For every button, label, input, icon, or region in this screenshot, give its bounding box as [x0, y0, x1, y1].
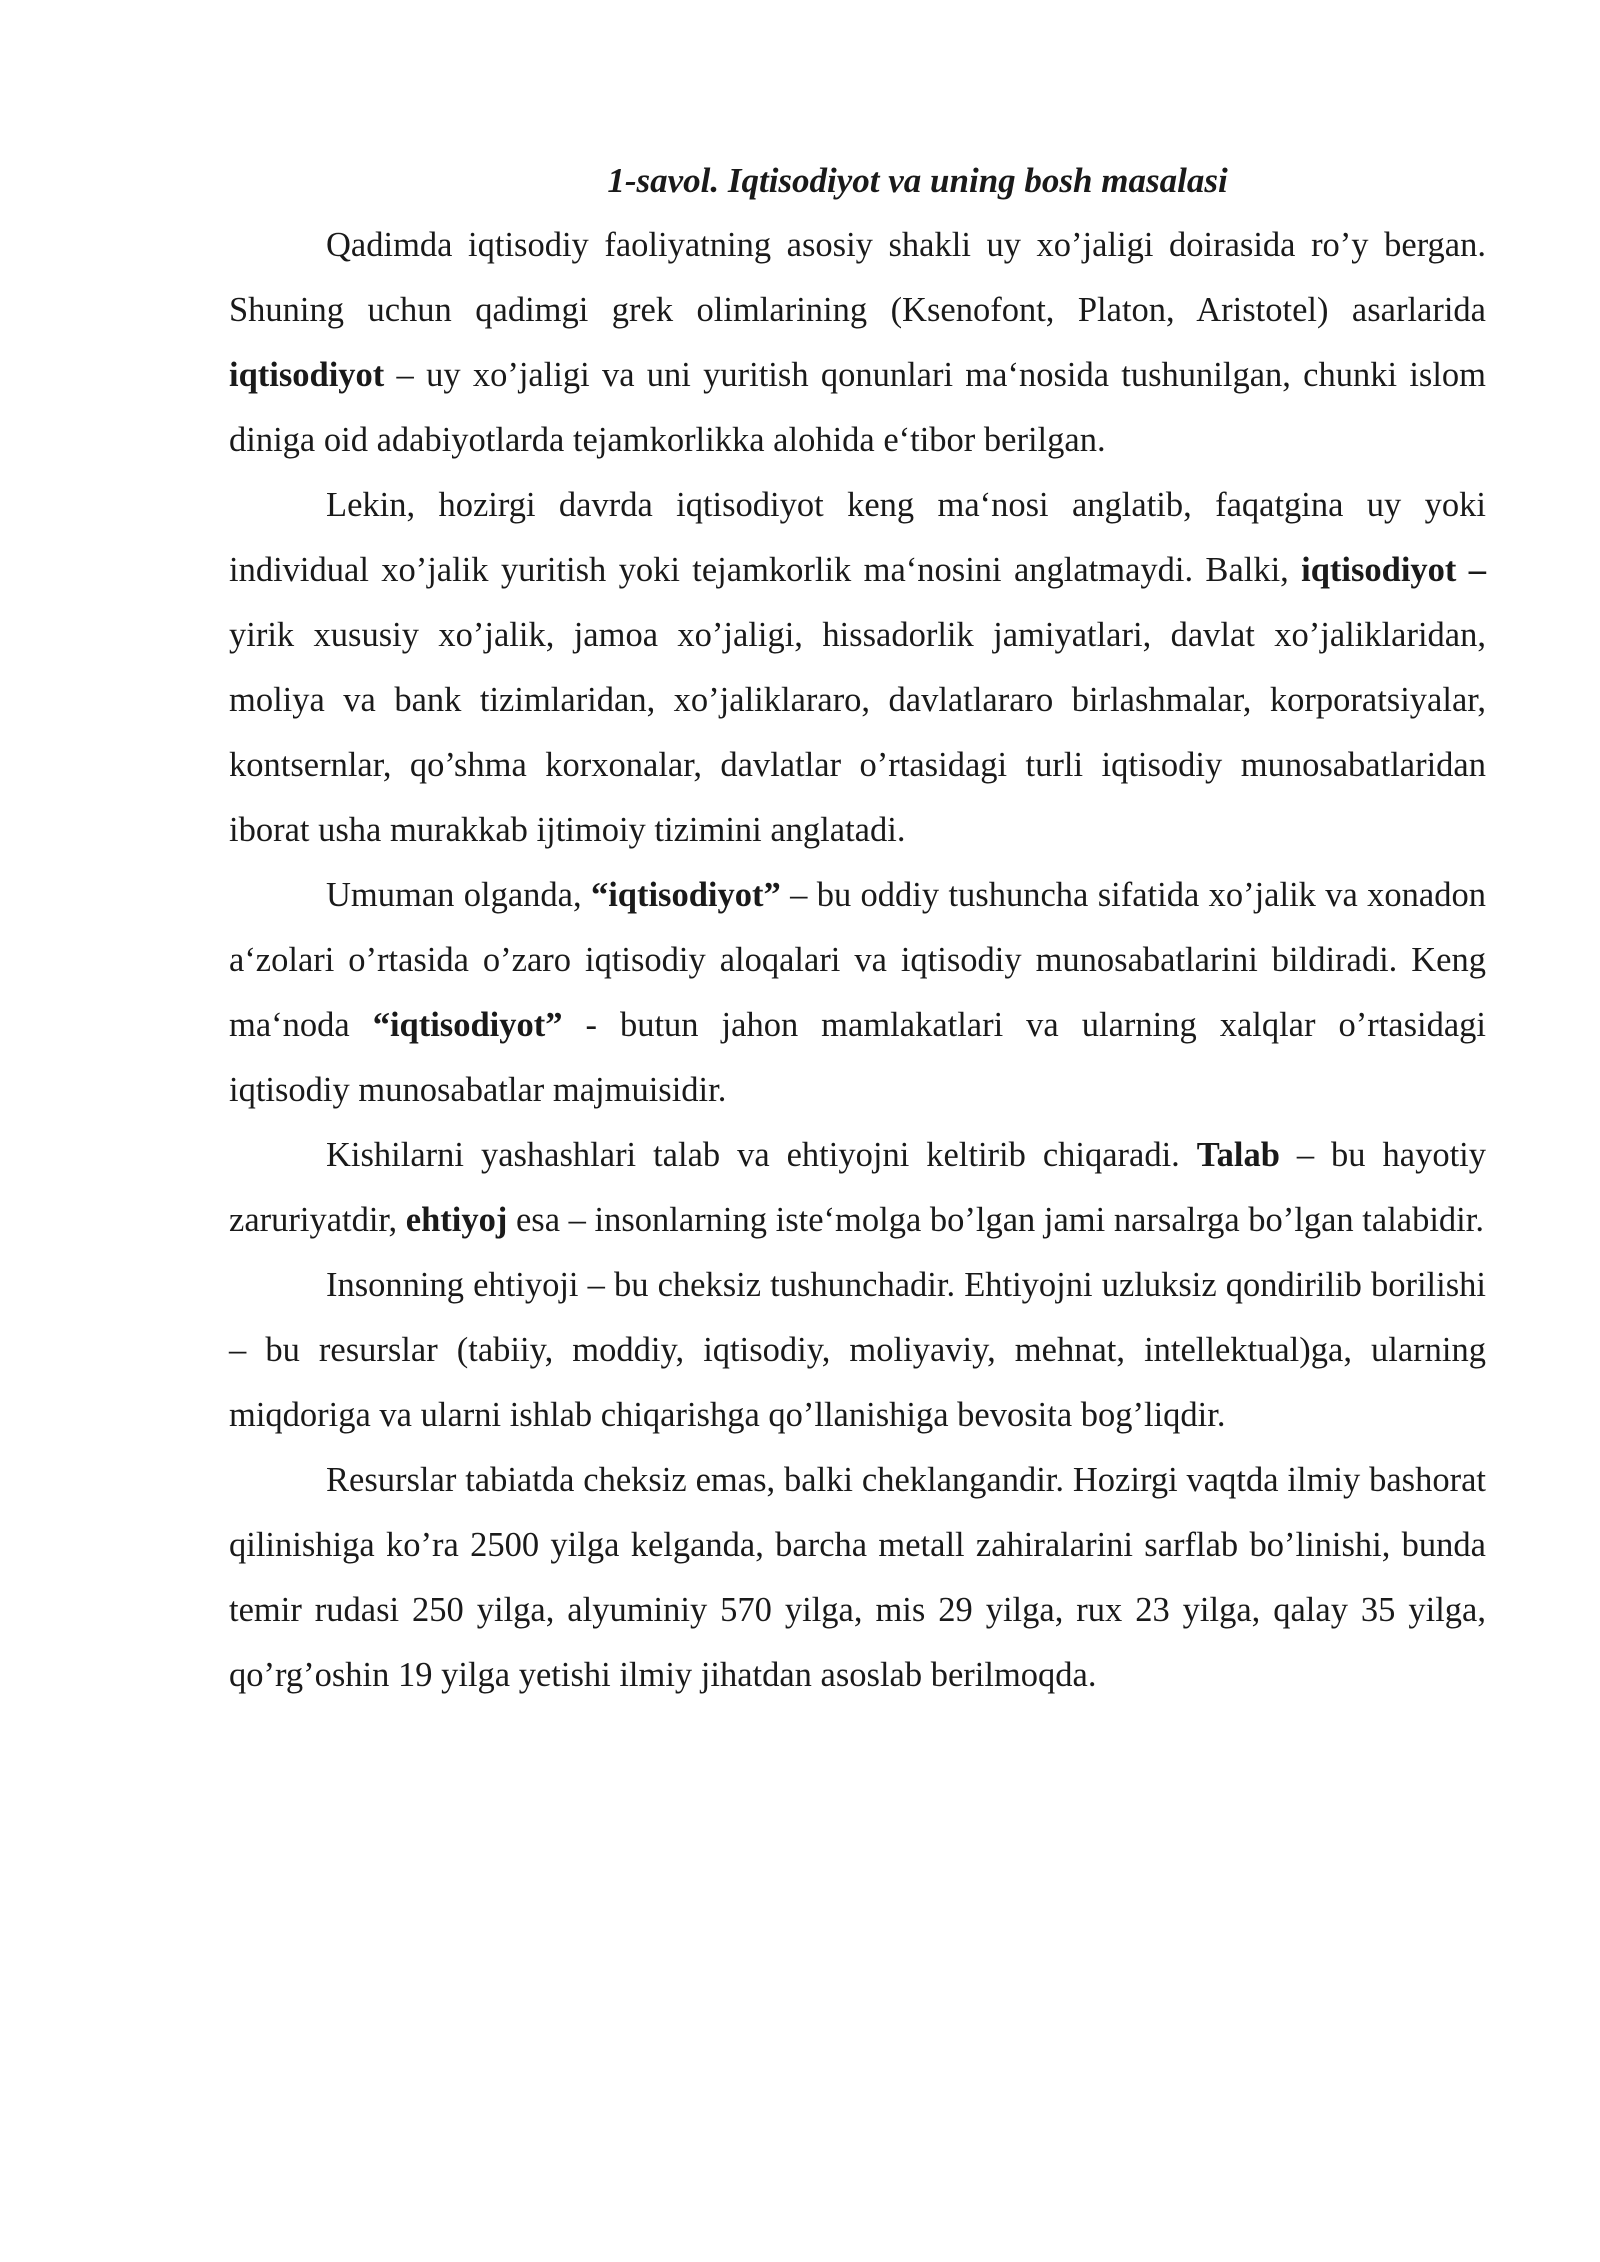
paragraph-6	[229, 1448, 1486, 1708]
paragraph-1-text-1: Qadimda iqtisodiy faoliyatning asosiy shakli uy xo’jaligi doirasida ro’y bergan. Shuning uchun qadimgi grek olimlarining (Ksenofont, Platon, Aristotel) asarlarida	[229, 226, 1486, 329]
document-page	[229, 148, 1486, 1708]
paragraph-2-text-1: Lekin, hozirgi davrda iqtisodiyot keng ma‘nosi anglatib, faqatgina uy yoki individual xo’jalik yuritish yoki tejamkorlik ma‘nosini anglatmaydi. Balki,	[229, 486, 1486, 589]
paragraph-1	[229, 213, 1486, 473]
paragraph-3-text-2: – bu oddiy tushuncha sifatida xo’jalik va xonadon a‘zolari o’rtasida o’zaro iqtisodiy aloqalari va iqtisodiy munosabatlarini bildiradi. Keng ma‘noda	[229, 876, 1486, 1044]
paragraph-4	[229, 1123, 1486, 1253]
paragraph-3-bold-term-2: “iqtisodiyot”	[372, 1006, 563, 1044]
paragraph-4-bold-term-2: ehtiyoj	[405, 1201, 508, 1239]
paragraph-4-text-2: – bu hayotiy zaruriyatdir,	[229, 1136, 1486, 1239]
section-title: 1-savol. Iqtisodiyot va uning bosh masalasi	[607, 161, 1228, 200]
paragraph-1-text-2: – uy xo’jaligi va uni yuritish qonunlari ma‘nosida tushunilgan, chunki islom diniga oid adabiyotlarda tejamkorlikka alohida e‘tibor berilgan.	[229, 356, 1486, 459]
paragraph-4-text-1: Kishilarni yashashlari talab va ehtiyojni keltirib chiqaradi.	[326, 1136, 1197, 1174]
paragraph-5-text-1: Insonning ehtiyoji – bu cheksiz tushunchadir. Ehtiyojni uzluksiz qondirilib borilishi – bu resurslar (tabiiy, moddiy, iqtisodiy, moliyaviy, mehnat, intellektual)ga, ularning miqdoriga va ularni ishlab chiqarishga qo’llanishiga bevosita bog’liqdir.	[229, 1266, 1486, 1434]
paragraph-1-bold-term: iqtisodiyot	[229, 356, 385, 394]
paragraph-2-text-2: yirik xususiy xo’jalik, jamoa xo’jaligi, hissadorlik jamiyatlari, davlat xo’jaliklaridan, moliya va bank tizimlaridan, xo’jaliklararo, davlatlararo birlashmalar, korporatsiyalar, kontsernlar, qo’shma korxonalar, davlatlar o’rtasidagi turli iqtisodiy munosabatlaridan iborat usha murakkab ijtimoiy tizimini anglatadi.	[229, 616, 1486, 849]
paragraph-3	[229, 863, 1486, 1123]
paragraph-6-text-1: Resurslar tabiatda cheksiz emas, balki cheklangandir. Hozirgi vaqtda ilmiy bashorat qilinishiga ko’ra 2500 yilga kelganda, barcha metall zahiralarini sarflab bo’linishi, bunda temir rudasi 250 yilga, alyuminiy 570 yilga, mis 29 yilga, rux 23 yilga, qalay 35 yilga, qo’rg’oshin 19 yilga yetishi ilmiy jihatdan asoslab berilmoqda.	[229, 1461, 1486, 1694]
paragraph-4-text-3: esa – insonlarning iste‘molga bo’lgan jami narsalrga bo’lgan talabidir.	[507, 1201, 1484, 1239]
paragraph-2-bold-term: iqtisodiyot –	[1301, 551, 1486, 589]
paragraph-4-bold-term-1: Talab	[1196, 1136, 1280, 1174]
paragraph-3-text-3: - butun jahon mamlakatlari va ularning xalqlar o’rtasidagi iqtisodiy munosabatlar majmuisidir.	[229, 1006, 1487, 1109]
paragraph-3-bold-term-1: “iqtisodiyot”	[590, 876, 781, 914]
paragraph-3-text-1: Umuman olganda,	[326, 876, 591, 914]
paragraph-2	[229, 473, 1486, 863]
paragraph-5	[229, 1253, 1486, 1448]
